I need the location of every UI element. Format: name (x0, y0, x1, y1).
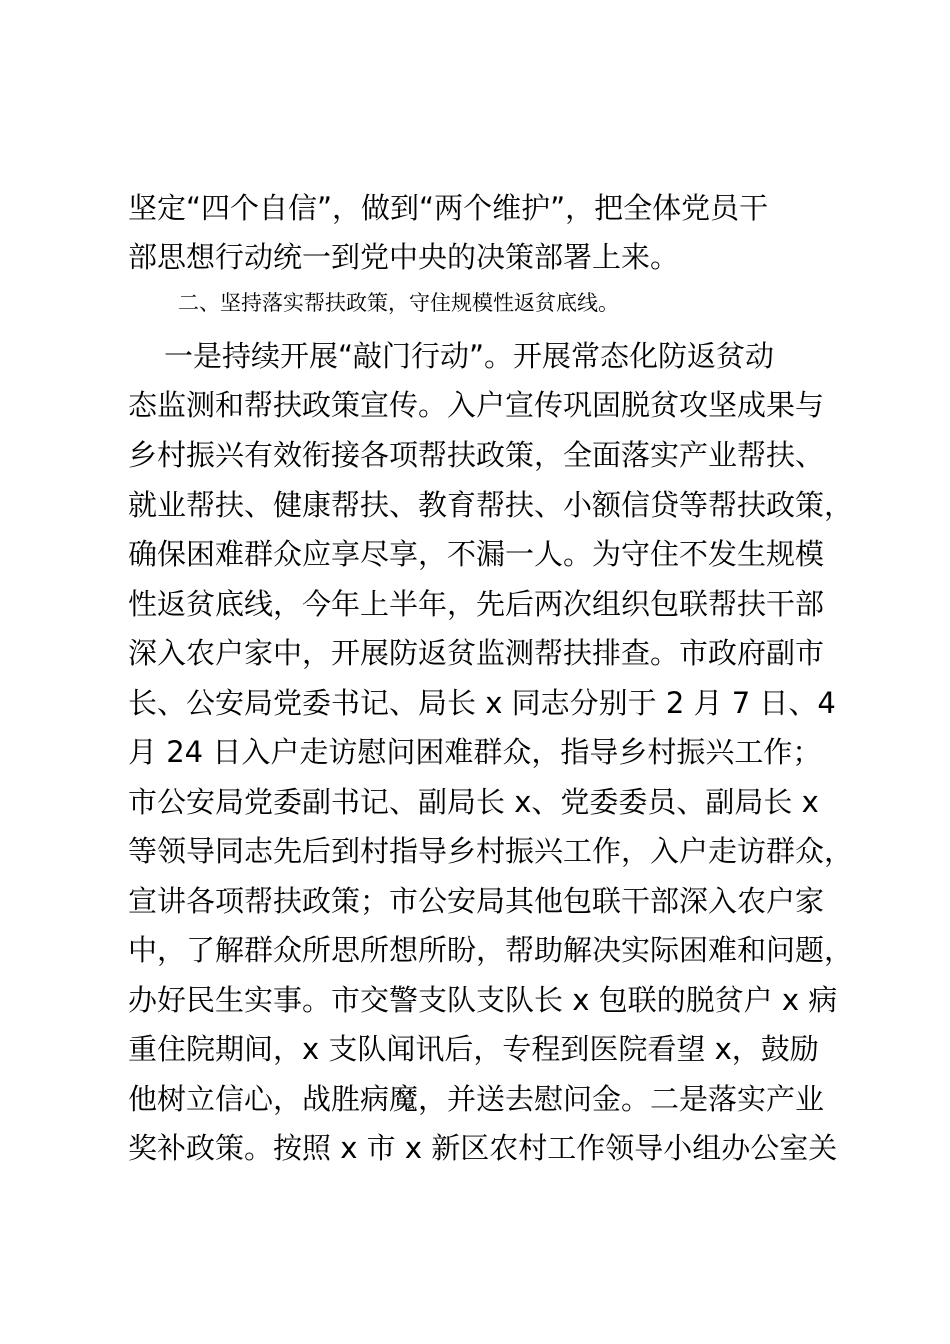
text-line: 确保困难群众应享尽享，不漏一人。为守住不发生规模 (128, 537, 825, 571)
text-line: 就业帮扶、健康帮扶、教育帮扶、小额信贷等帮扶政策， (128, 488, 854, 522)
text-line: 办好民生实事。市交警支队支队长 x 包联的脱贫户 x 病 (128, 983, 838, 1017)
text-line: 态监测和帮扶政策宣传。入户宣传巩固脱贫攻坚成果与 (128, 388, 825, 422)
text-line: 长、公安局党委书记、局长 x 同志分别于 2 月 7 日、4 (128, 686, 836, 720)
text-line: 等领导同志先后到村指导乡村振兴工作，入户走访群众， (128, 834, 854, 868)
text-line: 性返贫底线，今年上半年，先后两次组织包联帮扶干部 (128, 587, 825, 621)
text-line: 月 24 日入户走访慰问困难群众，指导乡村振兴工作； (128, 735, 822, 769)
text-line: 奖补政策。按照 x 市 x 新区农村工作领导小组办公室关 (128, 1131, 838, 1165)
text-line: 乡村振兴有效衔接各项帮扶政策，全面落实产业帮扶、 (128, 438, 825, 472)
section-heading: 二、坚持落实帮扶政策，守住规模性返贫底线。 (178, 291, 619, 315)
text-line: 部思想行动统一到党中央的决策部署上来。 (128, 240, 680, 274)
text-line: 宣讲各项帮扶政策；市公安局其他包联干部深入农户家 (128, 884, 825, 918)
text-line: 重住院期间，x 支队闻讯后，专程到医院看望 x，鼓励 (128, 1032, 819, 1066)
text-line: 坚定“四个自信”，做到“两个维护”，把全体党员干 (128, 191, 769, 225)
text-line: 中，了解群众所思所想所盼，帮助解决实际困难和问题， (128, 933, 854, 967)
paragraph-first-line: 一是持续开展“敲门行动”。开展常态化防返贫动 (164, 339, 775, 373)
text-line: 他树立信心，战胜病魔，并送去慰问金。二是落实产业 (128, 1082, 825, 1116)
text-line: 市公安局党委副书记、副局长 x、党委委员、副局长 x (128, 785, 819, 819)
text-line: 深入农户家中，开展防返贫监测帮扶排查。市政府副市 (128, 636, 825, 670)
